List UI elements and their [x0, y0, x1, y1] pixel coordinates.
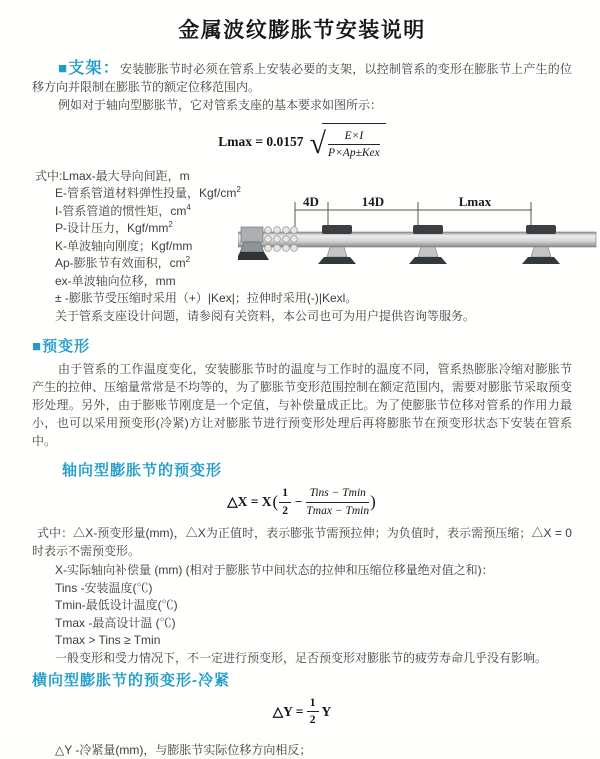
support-example-text: 例如对于轴向型膨胀节，它对管系支座的基本要求如图所示：: [58, 98, 383, 112]
definition-line: Tmax > Tins ≥ Tmin: [55, 633, 161, 647]
fraction-numerator: 1: [307, 696, 319, 712]
parameter-text: Ap-膨胀节有效面积，cm: [55, 256, 186, 271]
support-intro-text: 安装膨胀节时必须在管系上安装必要的支架，以控制管系的变形在膨胀节上产生的位移方向并限制在膨胀节的额定位移范围内。: [32, 62, 572, 94]
fraction-temperature: [306, 486, 369, 518]
parameter-text: I-管系管道的惯性矩，cm: [55, 203, 187, 218]
parameter-line-plus-minus: [55, 290, 572, 308]
section-heading-support-label: 支架：: [68, 60, 120, 77]
unit-superscript: 2: [236, 185, 241, 195]
preform-paragraph: 由于管系的工作温度变化，安装膨胀节时的温度与工作时的温度不同，管系热膨胀冷缩对膨胀节产生的拉伸、压缩量常常是不均等的，为了膨胀节变形范围控制在额定范围内，需要对膨胀节采取预变形处理。另外，由于膨账节刚度是一个定值，与补偿量成正比。为了使膨胀节位移对管系的作用力最小，也可以采用预变形(冷紧)方让对膨胀节进行预变形处理后再将膨胀节在预变形状态下安装在管系中。: [32, 362, 573, 449]
definition-line: X-实际轴向补偿量 (mm) (相对于膨胀节中间状态的拉伸和压缩位移量绝对值之和)：: [55, 563, 494, 577]
parameter-text: E-管系管道材料弹性投量，Kgf/cm: [55, 186, 237, 201]
fraction-denominator: P×Ap±Kex: [328, 147, 380, 160]
definition-line: Tmin-最低设计温度(℃): [55, 598, 178, 612]
radical-sign-icon: √: [309, 126, 327, 160]
section-heading-preform: [32, 335, 572, 356]
section-heading-preform-label: 预变形: [42, 338, 91, 356]
pipe-support-diagram-svg: [238, 190, 598, 290]
fraction-one-half: [307, 696, 319, 728]
fraction: [328, 129, 380, 161]
fraction-denominator: 2: [309, 714, 316, 727]
blue-square-bullet-icon: ■: [58, 60, 69, 77]
section-heading-support: [58, 60, 120, 77]
radicand: [322, 123, 386, 161]
square-root: [310, 123, 386, 161]
axial-definitions-list: [32, 562, 572, 667]
parameter-text: ± -膨胀节受压缩时采用（+）|Kex|；拉伸时采用(-)|Kexl。: [55, 291, 358, 306]
minus-sign: −: [294, 494, 303, 510]
parameter-text: K-单波轴向刚度；Kgf/mm: [55, 238, 193, 253]
formula-lmax: [32, 123, 572, 161]
parameter-text: ex-单波轴向位移，mm: [55, 273, 176, 288]
unit-superscript: 2: [168, 220, 173, 230]
formula-lateral-preform: [32, 696, 572, 728]
axial-preform-heading: 轴向型膨胀节的预变形: [62, 462, 223, 480]
definition-line: 一般变形和受力情况下，不一定进行预变形，足否预变形对膨胀节的疲劳寿命几乎没有影响。: [55, 650, 548, 665]
parameter-text: P-设计压力，Kgf/mm: [55, 221, 169, 236]
lateral-preform-heading: 横向型膨胀节的预变形-冷紧: [32, 672, 230, 689]
open-paren: (: [272, 492, 279, 512]
close-paren: ): [370, 492, 376, 512]
fraction-numerator: 1: [279, 486, 291, 502]
fraction-denominator: 2: [282, 504, 288, 517]
dimension-label-4d: 4D: [303, 194, 319, 209]
formula-lateral-rhs: Y: [321, 703, 332, 719]
formula-axial-lhs: △X = X: [227, 494, 272, 510]
fraction-numerator: E×I: [328, 129, 380, 145]
fraction-denominator: Tmax − Tmin: [306, 504, 370, 517]
formula-lateral-lhs: △Y =: [272, 703, 307, 719]
dimension-label-lmax: Lmax: [458, 194, 492, 209]
blue-square-bullet-icon: ■: [32, 338, 43, 356]
unit-superscript: 2: [185, 255, 191, 265]
axial-formula-explanation: 式中：△X-预变形量(mm)，△X为正值时，表示膨张节需预拉伸；为负值时，表示需预压缩；△X = 0时表示不需预变形。: [32, 526, 572, 558]
formula-axial-preform: [32, 486, 572, 518]
lateral-note-line: △Y -冷紧量(mm)，与膨胀节实际位移方向相反；: [55, 742, 312, 757]
unit-superscript: 4: [186, 202, 191, 212]
support-intro-paragraph: [32, 60, 572, 96]
definition-line: Tins -安装温度(℃): [55, 580, 153, 595]
formula-lmax-lhs: Lmax = 0.0157: [218, 133, 304, 149]
definition-line: Tmax -最高设计温 (℃): [55, 615, 176, 630]
parameter-text: 关于管系支座设计问题，请参阅有关资料，本公司也可为用户提供咨询等服务。: [55, 308, 476, 323]
parameter-intro-line: 式中:Lmax-最大导向间距，m: [35, 168, 190, 183]
fraction-one-half: [279, 486, 291, 518]
fraction-numerator: Tins − Tmin: [306, 486, 369, 502]
page-title: 金属波纹膨胀节安装说明: [178, 19, 426, 42]
dimension-label-14d: 14D: [361, 194, 385, 209]
consulting-service-line: [55, 308, 572, 326]
pipe-support-diagram: [238, 190, 598, 290]
